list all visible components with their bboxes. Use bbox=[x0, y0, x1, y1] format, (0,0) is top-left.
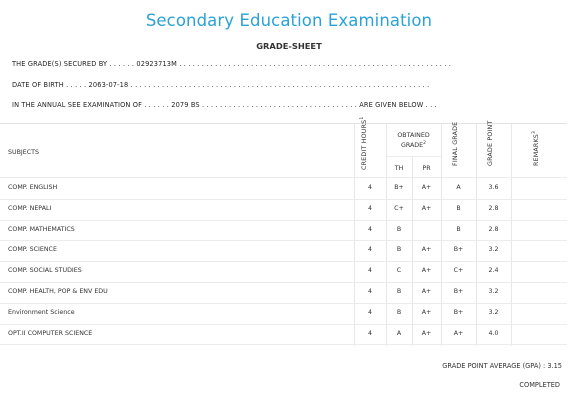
subject-name: COMP. NEPALI bbox=[8, 204, 52, 212]
footnote-marker: 2 bbox=[423, 141, 426, 146]
pr-grade-cell: A+ bbox=[421, 184, 432, 191]
credit-cell: 4 bbox=[367, 329, 372, 337]
final-grade-cell: A+ bbox=[453, 329, 464, 337]
pr-grade-cell: A+ bbox=[421, 246, 432, 254]
column-header-credit bbox=[360, 117, 368, 170]
pr-grade-cell: A+ bbox=[421, 288, 432, 295]
row-divider bbox=[0, 261, 567, 262]
subject-name: COMP. HEALTH, POP & ENV EDU bbox=[8, 288, 108, 295]
final-grade-cell: B+ bbox=[453, 246, 464, 254]
grid-line bbox=[386, 156, 441, 157]
subject-name: COMP. SOCIAL STUDIES bbox=[8, 267, 82, 275]
credit-cell: 4 bbox=[367, 204, 372, 212]
th-grade-cell: B bbox=[396, 308, 402, 316]
column-header-final-grade: FINAL GRADE bbox=[452, 121, 459, 166]
exam-line: IN THE ANNUAL SEE EXAMINATION OF . . . . . . 2079 BS . . . . . . . . . . . . . . . . . . . . . . . . . . . . . . . . . . . ARE GIVEN BELOW . . . bbox=[12, 101, 437, 109]
th-grade-cell: B bbox=[396, 246, 402, 254]
column-header-th: TH bbox=[394, 165, 404, 172]
pr-grade-cell: A+ bbox=[421, 267, 432, 275]
credit-cell: 4 bbox=[367, 267, 372, 275]
row-divider bbox=[0, 220, 567, 221]
column-header-subjects: SUBJECTS bbox=[8, 149, 40, 156]
th-grade-cell: B bbox=[396, 288, 402, 295]
gpa-summary: GRADE POINT AVERAGE (GPA) : 3.15 bbox=[442, 362, 562, 370]
pr-grade-cell: A+ bbox=[421, 329, 432, 337]
th-grade-cell: A bbox=[396, 329, 402, 337]
grade-point-cell: 4.0 bbox=[488, 329, 499, 337]
footnote-marker: 3 bbox=[532, 130, 537, 134]
column-header-credit-label: CREDIT HOURS bbox=[361, 119, 369, 170]
column-header-pr: PR bbox=[422, 165, 431, 172]
page-title: Secondary Education Examination bbox=[145, 11, 433, 30]
subject-name: COMP. ENGLISH bbox=[8, 184, 58, 191]
date-of-birth-line: DATE OF BIRTH . . . . . 2063-07-18 . . . . . . . . . . . . . . . . . . . . . . . . . . . . . . . . . . . . . . . . . . . . . . . . . . . . . . . . . . . . . . . . . . . bbox=[12, 81, 430, 89]
credit-cell: 4 bbox=[367, 184, 372, 191]
row-divider bbox=[0, 199, 567, 200]
th-grade-cell: C bbox=[396, 267, 402, 275]
grid-line bbox=[0, 177, 567, 178]
final-grade-cell: A bbox=[456, 184, 461, 191]
credit-cell: 4 bbox=[367, 288, 372, 295]
th-grade-cell: C+ bbox=[394, 204, 404, 212]
grade-table bbox=[0, 116, 567, 347]
row-divider bbox=[0, 324, 567, 325]
grade-point-cell: 3.2 bbox=[488, 246, 499, 254]
final-grade-cell: C+ bbox=[453, 267, 464, 275]
column-header-remarks-label: REMARKS bbox=[533, 134, 541, 166]
subject-name: COMP. MATHEMATICS bbox=[8, 225, 75, 233]
subject-name: COMP. SCIENCE bbox=[8, 246, 57, 254]
footnote-marker: 1 bbox=[360, 116, 365, 120]
final-grade-cell: B bbox=[456, 225, 461, 233]
pr-grade-cell: A+ bbox=[421, 204, 432, 212]
final-grade-cell: B+ bbox=[453, 308, 464, 316]
pr-grade-cell: A+ bbox=[421, 308, 432, 316]
row-divider bbox=[0, 344, 567, 345]
subject-name: Environment Science bbox=[8, 308, 75, 316]
final-grade-cell: B bbox=[456, 204, 461, 212]
grade-point-cell: 2.4 bbox=[488, 267, 499, 275]
grade-point-cell: 2.8 bbox=[488, 225, 499, 233]
row-divider bbox=[0, 303, 567, 304]
grade-point-cell: 3.6 bbox=[488, 184, 499, 191]
final-grade-cell: B+ bbox=[453, 288, 464, 295]
subject-name: OPT.II COMPUTER SCIENCE bbox=[8, 329, 93, 337]
column-header-grade-label bbox=[386, 141, 441, 149]
grade-point-cell: 2.8 bbox=[488, 204, 499, 212]
grade-point-cell: 3.2 bbox=[488, 308, 499, 316]
grid-line bbox=[511, 124, 512, 346]
th-grade-cell: B bbox=[396, 225, 402, 233]
grade-point-cell: 3.2 bbox=[488, 288, 499, 295]
document-subtitle: GRADE-SHEET bbox=[256, 41, 322, 51]
row-divider bbox=[0, 240, 567, 241]
row-divider bbox=[0, 282, 567, 283]
column-header-remarks bbox=[532, 131, 540, 166]
credit-cell: 4 bbox=[367, 246, 372, 254]
column-header-grade-point: GRADE POINT bbox=[487, 120, 494, 166]
column-header-obtained bbox=[386, 132, 441, 149]
column-header-grade-text: GRADE bbox=[400, 142, 424, 150]
status-text: COMPLETED bbox=[519, 381, 560, 389]
credit-cell: 4 bbox=[367, 308, 372, 316]
credit-cell: 4 bbox=[367, 225, 372, 233]
column-header-obtained-label: OBTAINED bbox=[397, 132, 430, 139]
th-grade-cell: B+ bbox=[394, 184, 404, 191]
secured-by-line: THE GRADE(S) SECURED BY . . . . . . 02923713M . . . . . . . . . . . . . . . . . . . . . . . . . . . . . . . . . . . . . . . . . . . . . . . . . . . . . . . . . . . . . bbox=[12, 60, 451, 68]
